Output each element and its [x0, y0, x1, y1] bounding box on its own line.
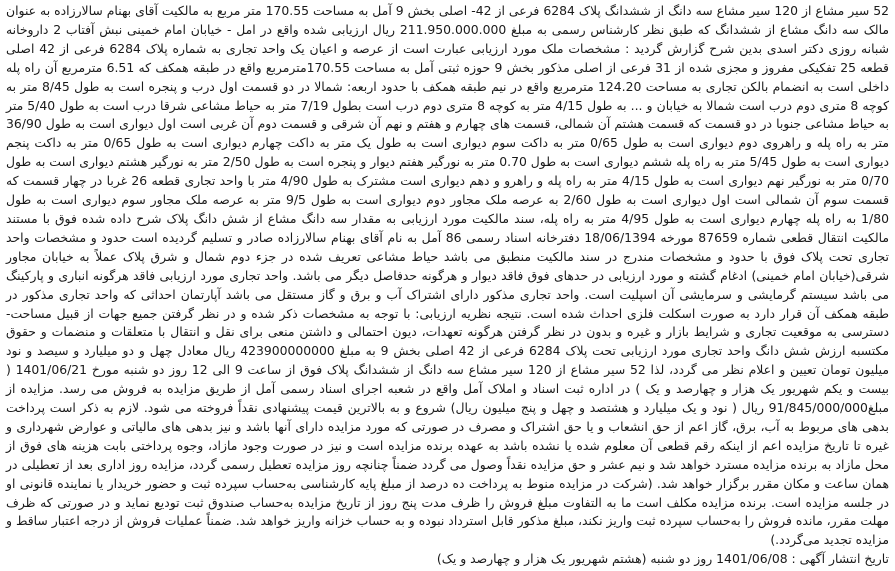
publication-date-line: تاریخ انتشار آگهی : 1401/06/08 روز دو شنبه (هشتم شهریور یک هزار و چهارصد و یک)	[436, 551, 889, 567]
notice-body: 52 سیر مشاع از 120 سیر مشاع سه دانگ از ششدانگ پلاک 6284 فرعی از 42- اصلی بخش 9 آمل به مساحت 170.55 متر مربع به مالکیت آقای بهنام سالارزاده به عنوان مالک سه دانگ مشاع از ششدانگ که طبق نظر کارشناس رسمی به مبلغ 211.950.000.000 ریال ارزیابی شده واقع در امل - خیابان امام خمینی نبش آفتاب 2 داروخانه شبانه روزی دکتر اسدی بدین شرح گزارش گردید : مشخصات ملک مورد ارزیابی عبارت است از عرصه و اعیان یک واحد تجاری به شماره پلاک 6284 فرعی از 42 اصلی قطعه 25 تفکیکی مفروز و مجزی شده از 31 فرعی از اصلی مذکور بخش 9 حوزه ثبتی آمل به مساحت 170.55مترمربع واقع در طبقه همکف که 6.51 مترمربع آن راه پله داخلی است به انضمام بالکن تجاری به مساحت 124.20 مترمربع واقع در نیم طبقه همکف با حدود اربعه: شمالا در دو قسمت اول درب و پنجره است به طول 8/45 متر به کوچه 8 متری دوم درب است شمالا به خیابان و ... به طول 4/15 متر به کوچه 8 متری دوم درب است بطول 7/19 متر به حیاط مشاعی شرقا درب است به طول 5/40 متر به حیاط مشاعی جنوبا در دو قسمت که قسمت هشتم آن شمالی، قسمت های چهارم و هفتم و نهم آن شرقی و قسمت دوم آن غربی است اول دیواری است به طول 36/90 متر به راه پله و راهروی دوم دیواری است به طول 0/65 متر به داکت سوم دیواری است به طول یک متر به داکت چهارم دیواری است به طول 0/65 متر به داکت پنجم دیواری است به طول 5/45 متر به راه پله ششم دیواری است به طول 0.70 متر به نورگیر هفتم دیوار و پنجره است به طول 2/50 متر به نورگیر هشتم دیواری است به طول 0/70 متر به نورگیر نهم دیواری است به طول 4/15 متر به راه پله و راهرو و دهم دیواری است مشترک به طول 4/90 متر با واحد تجاری قطعه 26 غربا در چهار قسمت که قسمت سوم آن شمالی است اول دیواری است به طول 2/60 به عرصه ملک مجاور دوم دیواری است به طول 9/5 متر به عرصه ملک مجاور سوم دیواری است به طول 1/80 به راه پله چهارم دیواری است به طول 4/95 متر به راه پله، سند مالکیت مورد ارزیابی به مقدار سه دانگ مشاع از شش دانگ پلاک شرح داده شده فوق با مستند مالکیت انتقال قطعی شماره 87659 مورخه 18/06/1394 دفترخانه اسناد رسمی 86 آمل به نام آقای بهنام سالارزاده صادر و تسلیم گردیده است حدود و مشخصات واحد تجاری تحت پلاک فوق با حدود و مشخصات مندرج در سند مالکیت منطبق می باشد حیاط مشاعی تعریف شده در جزء دوم شمال و شرق پلاک عملاً به خیابان مجاور شرقی(خیابان امام خمینی) ادغام گشته و مورد ارزیابی در حدهای فوق فاقد دیوار و هرگونه حدفاصل دیگر می باشد. واحد تجاری مورد ارزیابی فاقد هرگونه انباری و پارکینگ می باشد سیستم گرمایشی و سرمایشی آن اسپلیت است. واحد تجاری مذکور دارای اشتراک آب و برق و گاز مستقل می باشد آپارتمان احداثی که واحد تجاری مذکور در طبقه همکف آن قرار دارد به صورت اسکلت فلزی احداث شده است. نتیجه نظریه ارزیابی: با توجه به مشخصات ذکر شده و در نظر گرفتن جمیع جهات از قبیل مساحت- دسترسی به موقعیت تجاری و شرایط بازار و غیره و بدون در نظر گرفتن هرگونه تعهدات، دیون احتمالی و داشتن منعی برای نقل و انتقال با متعلقات و منضمات و حقوق مکتسبه ارزش شش دانگ واحد تجاری مورد ارزیابی تحت پلاک 6284 فرعی از 42 اصلی بخش 9 به مبلغ 423900000000 ریال معادل چهل و دو میلیارد و سیصد و نود میلیون تومان تعیین و اعلام نظر می گردد، لذا 52 سیر مشاع از 120 سیر مشاع سه دانگ از ششدانگ پلاک فوق از ساعت 9 الی 12 روز دو شنبه مورخ 1401/06/21 ( بیست و یکم شهریور یک هزار و چهارصد و یک ) در اداره ثبت اسناد و املاک آمل واقع در شعبه اجرای اسناد رسمی آمل از طریق مزایده به فروش می رسد. مزایده از مبلغ91/845/000/000 ریال ( نود و یک میلیارد و هشتصد و چهل و پنج میلیون ریال) شروع و به بالاترین قیمت پیشنهادی نقداً فروخته می شود. لازم به ذکر است پرداخت بدهی های مربوط به آب، برق، گاز اعم از حق انشعاب و یا حق اشتراک و مصرف در صورتی که مورد مزایده دارای آنها باشد و نیز بدهی های مالیاتی و عوارض شهرداری و غیره تا تاریخ مزایده اعم از اینکه رقم قطعی آن معلوم شده یا نشده باشد به عهده برنده مزایده است و نیز در صورت وجود مازاد، وجوه پرداختی بابت هزینه های فوق از محل مازاد به برنده مزایده مسترد خواهد شد و نیم عشر و حق مزایده نقداً وصول می گردد ضمناً چنانچه روز مزایده تعطیل رسمی گردد، مزایده روز اداری بعد از تعطیلی در همان ساعت و مکان مقرر برگزار خواهد شد. (شرکت در مزایده منوط به پرداخت ده درصد از مبلغ پایه کارشناسی به‌حساب سپرده ثبت و حضور خریدار یا نماینده قانونی او در جلسه مزایده است. برنده مزایده مکلف است ما به التفاوت مبلغ فروش را ظرف مدت پنج روز از تاریخ مزایده به‌حساب صندوق ثبت تودیع نماید و در صورتی که ظرف مهلت مقرر، مانده فروش را به‌حساب سپرده ثبت واریز نکند، مبلغ مذکور قابل استرداد نبوده و به حساب خزانه واریز خواهد شد. ضمناً عملیات فروش از درجه اعتبار ساقط و مزایده تجدید می‌گردد.)	[6, 3, 890, 548]
